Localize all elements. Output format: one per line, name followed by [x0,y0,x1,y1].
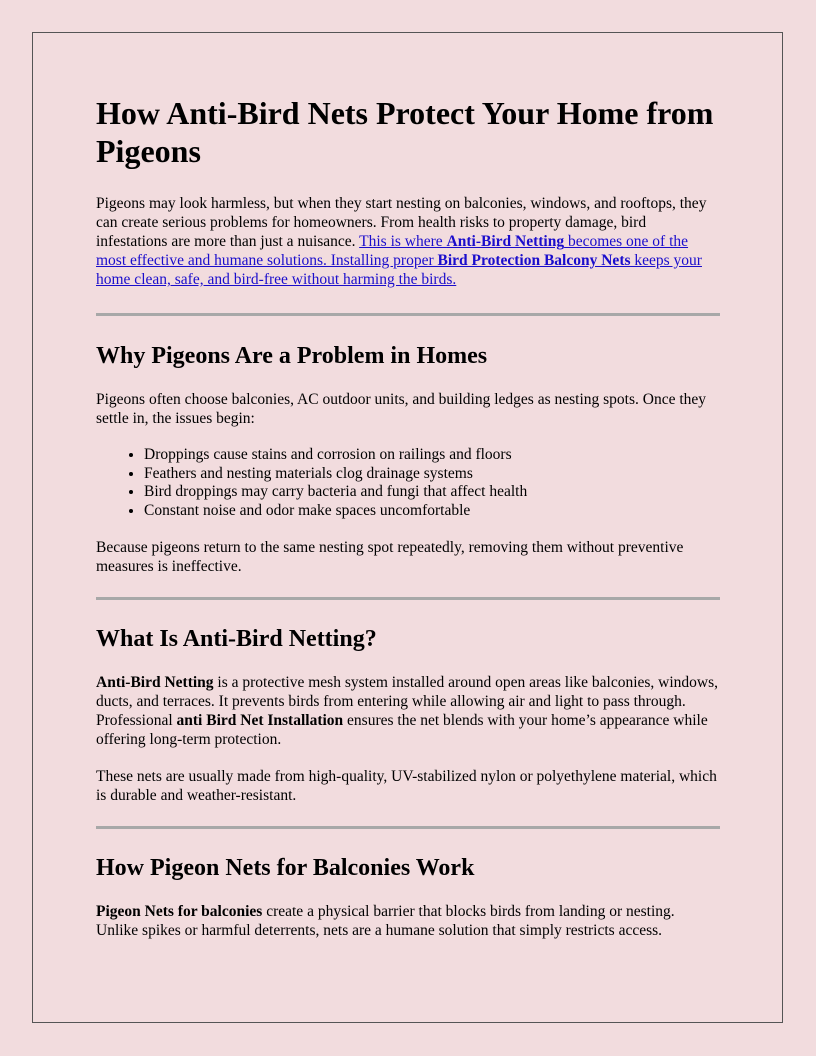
intro-link-text-3: keeps your home clean, safe, and bird-free without harming the birds. [96,252,702,288]
section2-text-1: is a protective mesh system installed around open areas like balconies, windows, ducts, and terraces. It prevents birds from entering while allowing air and light to pass through. Professional [96,674,719,729]
divider [96,313,720,316]
list-item: • Bird droppings may carry bacteria and fungi that affect health [144,483,720,502]
section3-paragraph [96,902,720,940]
section-heading-problems: Why Pigeons Are a Problem in Homes [96,343,488,369]
section2-text-2: ensures the net blends with your home’s appearance while offering long-term protection. [96,712,708,748]
list-item: • Constant noise and odor make spaces uncomfortable [144,502,720,521]
intro-link-bold-2: Bird Protection Balcony Nets [437,252,631,269]
list-item: • Droppings cause stains and corrosion on railings and floors [144,446,720,465]
page-title: How Anti-Bird Nets Protect Your Home from Pigeons [96,95,714,169]
intro-link-text-2: becomes one of the most effective and humane solutions. Installing proper [96,233,689,269]
bold-term: Anti-Bird Netting [96,674,214,691]
intro-text: Pigeons may look harmless, but when they start nesting on balconies, windows, and rooftops, they can create serious problems for homeowners. From health risks to property damage, bird infestations are more than just a nuisance. [96,195,707,250]
document-content [96,94,720,940]
intro-link-text-1: This is where [359,233,447,250]
section1-outro: Because pigeons return to the same nesting spot repeatedly, removing them without preventive measures is ineffective. [96,539,684,575]
section-heading-netting: What Is Anti-Bird Netting? [96,626,377,652]
list-item: • Feathers and nesting materials clog drainage systems [144,465,720,484]
intro-paragraph [96,194,720,289]
section-heading-how-it-works: How Pigeon Nets for Balconies Work [96,855,475,881]
intro-link-bold-1: Anti-Bird Netting [446,233,565,250]
section1-intro: Pigeons often choose balconies, AC outdoor units, and building ledges as nesting spots. Once they settle in, the issues begin: [96,391,707,427]
section2-paragraph-2: These nets are usually made from high-quality, UV-stabilized nylon or polyethylene material, which is durable and weather-resistant. [96,768,717,804]
divider [96,826,720,829]
section2-paragraph-1 [96,673,720,749]
bold-term: anti Bird Net Installation [176,712,344,729]
section3-text: create a physical barrier that blocks birds from landing or nesting. Unlike spikes or harmful deterrents, nets are a humane solution that simply restricts access. [96,903,675,939]
bold-term: Pigeon Nets for balconies [96,903,263,920]
problem-list [96,446,720,520]
divider [96,597,720,600]
